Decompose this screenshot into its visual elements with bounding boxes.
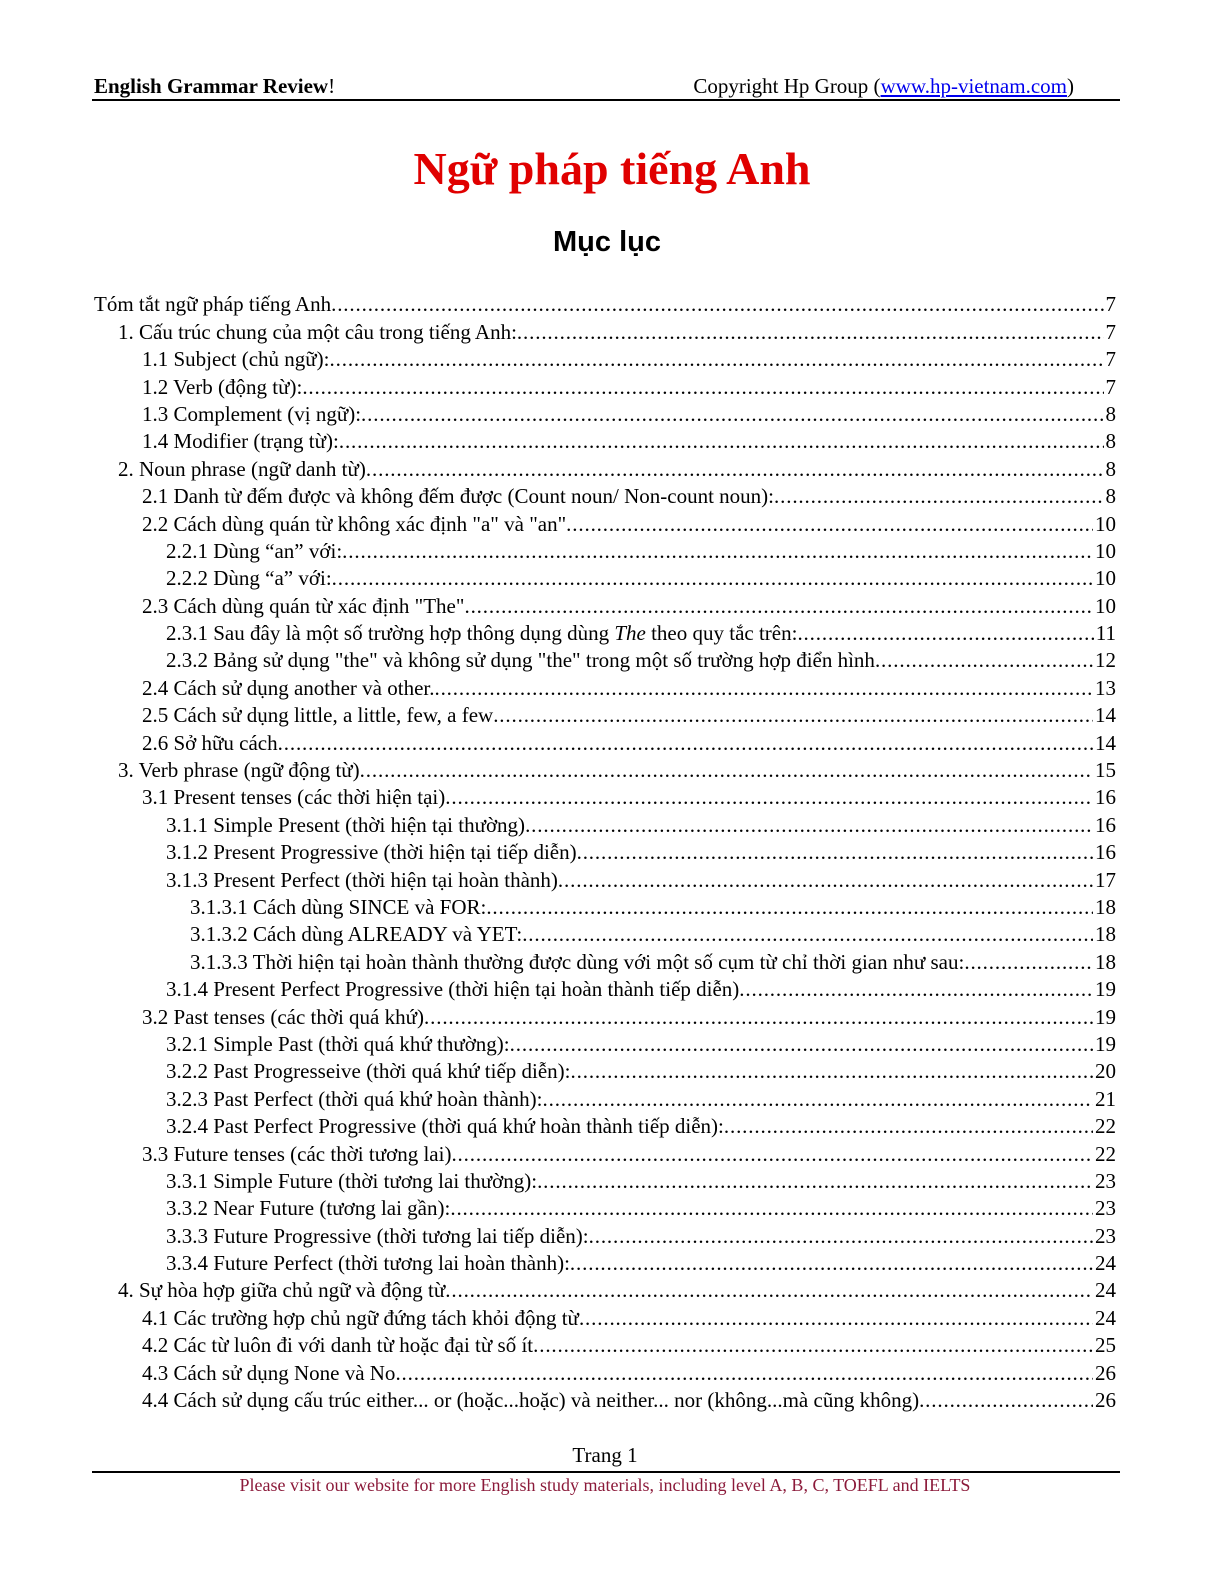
toc-entry-title: 3.1.3 Present Perfect (thời hiện tại hoàn thành) xyxy=(166,867,558,892)
toc-entry-page: 8 xyxy=(1105,484,1116,509)
toc-leader-dots xyxy=(571,1059,1093,1084)
toc-entry-title: 4.3 Cách sử dụng None và No xyxy=(142,1360,396,1385)
toc-leader-dots xyxy=(450,1196,1093,1221)
toc-entry-title: 3.1.2 Present Progressive (thời hiện tại tiếp diễn) xyxy=(166,840,577,865)
toc-leader-dots xyxy=(424,1005,1093,1030)
toc-entry[interactable] xyxy=(94,537,1116,564)
toc-entry-title: 2.3.1 Sau đây là một số trường hợp thông dụng dùng The theo quy tắc trên: xyxy=(166,621,798,646)
toc-leader-dots xyxy=(558,868,1093,893)
toc-leader-dots xyxy=(739,977,1093,1002)
toc-entry[interactable] xyxy=(94,290,1116,317)
toc-entry-title: 3.3.2 Near Future (tương lai gần): xyxy=(166,1196,451,1221)
toc-leader-dots xyxy=(774,484,1103,509)
toc-entry-title: 2.1 Danh từ đếm được và không đếm được (Count noun/ Non-count noun): xyxy=(142,484,775,509)
toc-entry-page: 19 xyxy=(1095,977,1116,1002)
toc-entry-title: 3. Verb phrase (ngữ động từ) xyxy=(118,758,360,783)
toc-leader-dots xyxy=(339,429,1104,454)
toc-entry-title: 2.2.1 Dùng “an” với: xyxy=(166,538,343,563)
toc-leader-dots xyxy=(797,621,1093,646)
toc-entry-page: 7 xyxy=(1105,292,1116,317)
toc-leader-dots xyxy=(331,292,1103,317)
toc-entry[interactable] xyxy=(94,1002,1116,1029)
toc-leader-dots xyxy=(517,320,1104,345)
toc-entry-page: 24 xyxy=(1095,1305,1116,1330)
toc-entry[interactable] xyxy=(94,1303,1116,1330)
toc-entry[interactable] xyxy=(94,317,1116,344)
toc-entry-page: 16 xyxy=(1095,840,1116,865)
toc-leader-dots xyxy=(464,594,1093,619)
toc-entry[interactable] xyxy=(94,865,1116,892)
toc-entry-title: 4.1 Các trường hợp chủ ngữ đứng tách khỏi động từ xyxy=(142,1305,579,1330)
toc-leader-dots xyxy=(589,1224,1093,1249)
toc-entry-title: 2.3.2 Bảng sử dụng "the" và không sử dụng "the" trong một số trường hợp điển hình xyxy=(166,648,875,673)
toc-entry-title: 1. Cấu trúc chung của một câu trong tiếng Anh: xyxy=(118,319,517,344)
toc-leader-dots xyxy=(577,840,1093,865)
toc-entry[interactable] xyxy=(94,482,1116,509)
toc-leader-dots xyxy=(537,1169,1093,1194)
toc-entry[interactable] xyxy=(94,947,1116,974)
toc-entry-page: 11 xyxy=(1095,621,1116,646)
toc-entry-title: 1.1 Subject (chủ ngữ): xyxy=(142,347,330,372)
toc-entry[interactable] xyxy=(94,1030,1116,1057)
toc-leader-dots xyxy=(445,1278,1093,1303)
toc-entry-title: 4.4 Cách sử dụng cấu trúc either... or (hoặc...hoặc) và neither... nor (không...mà cũng không) xyxy=(142,1388,920,1413)
toc-entry[interactable] xyxy=(94,1194,1116,1221)
toc-entry-title: 3.2 Past tenses (các thời quá khứ) xyxy=(142,1004,425,1029)
document-title: Ngữ pháp tiếng Anh xyxy=(413,143,811,194)
toc-leader-dots xyxy=(579,1306,1093,1331)
toc-entry[interactable] xyxy=(94,783,1116,810)
toc-leader-dots xyxy=(330,347,1104,372)
toc-entry[interactable] xyxy=(94,838,1116,865)
toc-entry[interactable] xyxy=(94,893,1116,920)
toc-entry-page: 19 xyxy=(1095,1004,1116,1029)
toc-leader-dots xyxy=(486,895,1093,920)
toc-entry[interactable] xyxy=(94,673,1116,700)
toc-entry[interactable] xyxy=(94,1139,1116,1166)
toc-entry-page: 7 xyxy=(1105,347,1116,372)
website-link[interactable]: www.hp-vietnam.com xyxy=(880,74,1067,98)
toc-entry-title: 3.1.4 Present Perfect Progressive (thời hiện tại hoàn thành tiếp diễn) xyxy=(166,977,740,1002)
toc-entry-title: 2.6 Sở hữu cách xyxy=(142,730,278,755)
toc-leader-dots xyxy=(278,731,1093,756)
toc-entry-page: 10 xyxy=(1095,566,1116,591)
toc-entry-page: 8 xyxy=(1105,401,1116,426)
toc-entry-page: 7 xyxy=(1105,319,1116,344)
toc-entry-page: 15 xyxy=(1095,758,1116,783)
toc-entry-title: 3.2.3 Past Perfect (thời quá khứ hoàn thành): xyxy=(166,1086,543,1111)
toc-entry[interactable] xyxy=(94,400,1116,427)
toc-entry[interactable] xyxy=(94,1358,1116,1385)
toc-leader-dots xyxy=(332,566,1093,591)
toc-entry-page: 17 xyxy=(1095,867,1116,892)
toc-leader-dots xyxy=(366,457,1104,482)
toc-entry-page: 19 xyxy=(1095,1031,1116,1056)
toc-entry[interactable] xyxy=(94,1276,1116,1303)
toc-entry-page: 8 xyxy=(1105,429,1116,454)
toc-entry-title: 3.3.1 Simple Future (thời tương lai thường): xyxy=(166,1168,538,1193)
toc-entry[interactable] xyxy=(94,1249,1116,1276)
page-header xyxy=(94,70,1120,100)
toc-leader-dots xyxy=(395,1361,1093,1386)
toc-entry[interactable] xyxy=(94,619,1116,646)
toc-entry[interactable] xyxy=(94,1167,1116,1194)
toc-entry-page: 26 xyxy=(1095,1360,1116,1385)
toc-entry-page: 25 xyxy=(1095,1333,1116,1358)
toc-leader-dots xyxy=(361,402,1103,427)
toc-entry[interactable] xyxy=(94,454,1116,481)
toc-entry-title: 3.1.3.2 Cách dùng ALREADY và YET: xyxy=(190,922,523,947)
toc-leader-dots xyxy=(510,1032,1093,1057)
toc-entry-page: 26 xyxy=(1095,1388,1116,1413)
toc-entry-page: 12 xyxy=(1095,648,1116,673)
header-copyright: Copyright Hp Group (www.hp-vietnam.com) xyxy=(693,74,1074,98)
toc-entry-title: 3.2.4 Past Perfect Progressive (thời quá khứ hoàn thành tiếp diễn): xyxy=(166,1114,724,1139)
toc-leader-dots xyxy=(525,813,1093,838)
toc-leader-dots xyxy=(533,1333,1093,1358)
toc-leader-dots xyxy=(724,1114,1093,1139)
toc-entry-title: 1.2 Verb (động từ): xyxy=(142,374,303,399)
toc-entry-title: 2.3 Cách dùng quán từ xác định "The" xyxy=(142,593,465,618)
toc-entry-title: 3.3.3 Future Progressive (thời tương lai tiếp diễn): xyxy=(166,1223,589,1248)
toc-entry[interactable] xyxy=(94,591,1116,618)
toc-entry-page: 18 xyxy=(1095,949,1116,974)
toc-entry-title: 4.2 Các từ luôn đi với danh từ hoặc đại từ số ít xyxy=(142,1333,534,1358)
toc-entry-page: 10 xyxy=(1095,511,1116,536)
toc-entry-title: 4. Sự hòa hợp giữa chủ ngữ và động từ xyxy=(118,1278,446,1303)
toc-entry-page: 7 xyxy=(1105,374,1116,399)
toc-leader-dots xyxy=(919,1388,1093,1413)
toc-entry-title: 3.2.1 Simple Past (thời quá khứ thường): xyxy=(166,1031,510,1056)
toc-leader-dots xyxy=(566,512,1093,537)
footer-note: Please visit our website for more English study materials, including level A, B, C, TOEFL and IELTS xyxy=(239,1475,971,1495)
toc-entry-page: 24 xyxy=(1095,1278,1116,1303)
toc-entry[interactable] xyxy=(94,975,1116,1002)
toc-entry[interactable] xyxy=(94,646,1116,673)
toc-entry-page: 16 xyxy=(1095,785,1116,810)
toc-entry[interactable] xyxy=(94,564,1116,591)
toc-heading: Mục lục xyxy=(553,226,661,258)
toc-entry[interactable] xyxy=(94,345,1116,372)
toc-leader-dots xyxy=(434,676,1093,701)
toc-entry-title: 3.1.1 Simple Present (thời hiện tại thường) xyxy=(166,812,526,837)
toc-entry-page: 23 xyxy=(1095,1168,1116,1193)
toc-entry[interactable] xyxy=(94,372,1116,399)
toc-leader-dots xyxy=(522,922,1093,947)
toc-entry-title: Tóm tắt ngữ pháp tiếng Anh xyxy=(94,292,332,317)
toc-entry-page: 21 xyxy=(1095,1086,1116,1111)
toc-entry-title: 2.4 Cách sử dụng another và other. xyxy=(142,675,435,700)
toc-entry[interactable] xyxy=(94,509,1116,536)
toc-entry-page: 23 xyxy=(1095,1196,1116,1221)
toc-entry-page: 14 xyxy=(1095,730,1116,755)
toc-entry-page: 20 xyxy=(1095,1059,1116,1084)
toc-entry-page: 18 xyxy=(1095,894,1116,919)
toc-leader-dots xyxy=(570,1251,1093,1276)
toc-entry-title: 2. Noun phrase (ngữ danh từ) xyxy=(118,456,366,481)
toc-leader-dots xyxy=(964,950,1093,975)
toc-leader-dots xyxy=(302,375,1103,400)
toc-entry[interactable] xyxy=(94,756,1116,783)
toc-entry[interactable] xyxy=(94,1057,1116,1084)
toc-leader-dots xyxy=(493,703,1093,728)
toc-entry[interactable] xyxy=(94,1386,1116,1413)
toc-entry[interactable] xyxy=(94,920,1116,947)
toc-entry-page: 23 xyxy=(1095,1223,1116,1248)
toc-entry-title: 3.1.3.3 Thời hiện tại hoàn thành thường được dùng với một số cụm từ chỉ thời gian như sau: xyxy=(190,949,965,974)
toc-entry[interactable] xyxy=(94,1331,1116,1358)
toc-entry[interactable] xyxy=(94,1221,1116,1248)
toc-entry-page: 22 xyxy=(1095,1114,1116,1139)
toc-entry[interactable] xyxy=(94,810,1116,837)
toc-entry-title: 3.1 Present tenses (các thời hiện tại) xyxy=(142,785,446,810)
toc-entry-title: 2.2 Cách dùng quán từ không xác định "a" và "an" xyxy=(142,511,567,536)
toc-entry[interactable] xyxy=(94,1084,1116,1111)
toc-entry[interactable] xyxy=(94,1112,1116,1139)
toc-entry-title: 3.3 Future tenses (các thời tương lai) xyxy=(142,1141,452,1166)
toc-entry[interactable] xyxy=(94,427,1116,454)
toc-entry-title: 2.5 Cách sử dụng little, a little, few, a few xyxy=(142,703,494,728)
toc-entry[interactable] xyxy=(94,701,1116,728)
header-title: English Grammar Review! xyxy=(94,74,336,98)
footer-divider xyxy=(92,1471,1120,1473)
toc-entry-title: 2.2.2 Dùng “a” với: xyxy=(166,566,332,591)
toc-entry-title: 1.4 Modifier (trạng từ): xyxy=(142,429,339,454)
toc-entry-page: 13 xyxy=(1095,675,1116,700)
toc-entry-page: 16 xyxy=(1095,812,1116,837)
toc-entry[interactable] xyxy=(94,728,1116,755)
toc-entry-title: 3.2.2 Past Progresseive (thời quá khứ tiếp diễn): xyxy=(166,1059,571,1084)
toc-entry-page: 14 xyxy=(1095,703,1116,728)
toc-entry-title: 3.3.4 Future Perfect (thời tương lai hoàn thành): xyxy=(166,1251,570,1276)
toc-leader-dots xyxy=(445,785,1093,810)
toc-entry-page: 8 xyxy=(1105,456,1116,481)
toc-entry-title: 1.3 Complement (vị ngữ): xyxy=(142,401,362,426)
toc-leader-dots xyxy=(875,648,1093,673)
toc-leader-dots xyxy=(543,1087,1094,1112)
toc-entry-page: 10 xyxy=(1095,593,1116,618)
toc-entry-page: 10 xyxy=(1095,538,1116,563)
toc-entry-page: 22 xyxy=(1095,1141,1116,1166)
table-of-contents xyxy=(94,290,1116,1413)
toc-entry-title: 3.1.3.1 Cách dùng SINCE và FOR: xyxy=(190,894,487,919)
toc-entry-page: 24 xyxy=(1095,1251,1116,1276)
toc-leader-dots xyxy=(451,1142,1093,1167)
page-number: Trang 1 xyxy=(572,1443,638,1467)
header-divider xyxy=(92,99,1120,101)
toc-entry-page: 18 xyxy=(1095,922,1116,947)
toc-leader-dots xyxy=(360,758,1093,783)
toc-leader-dots xyxy=(342,539,1093,564)
